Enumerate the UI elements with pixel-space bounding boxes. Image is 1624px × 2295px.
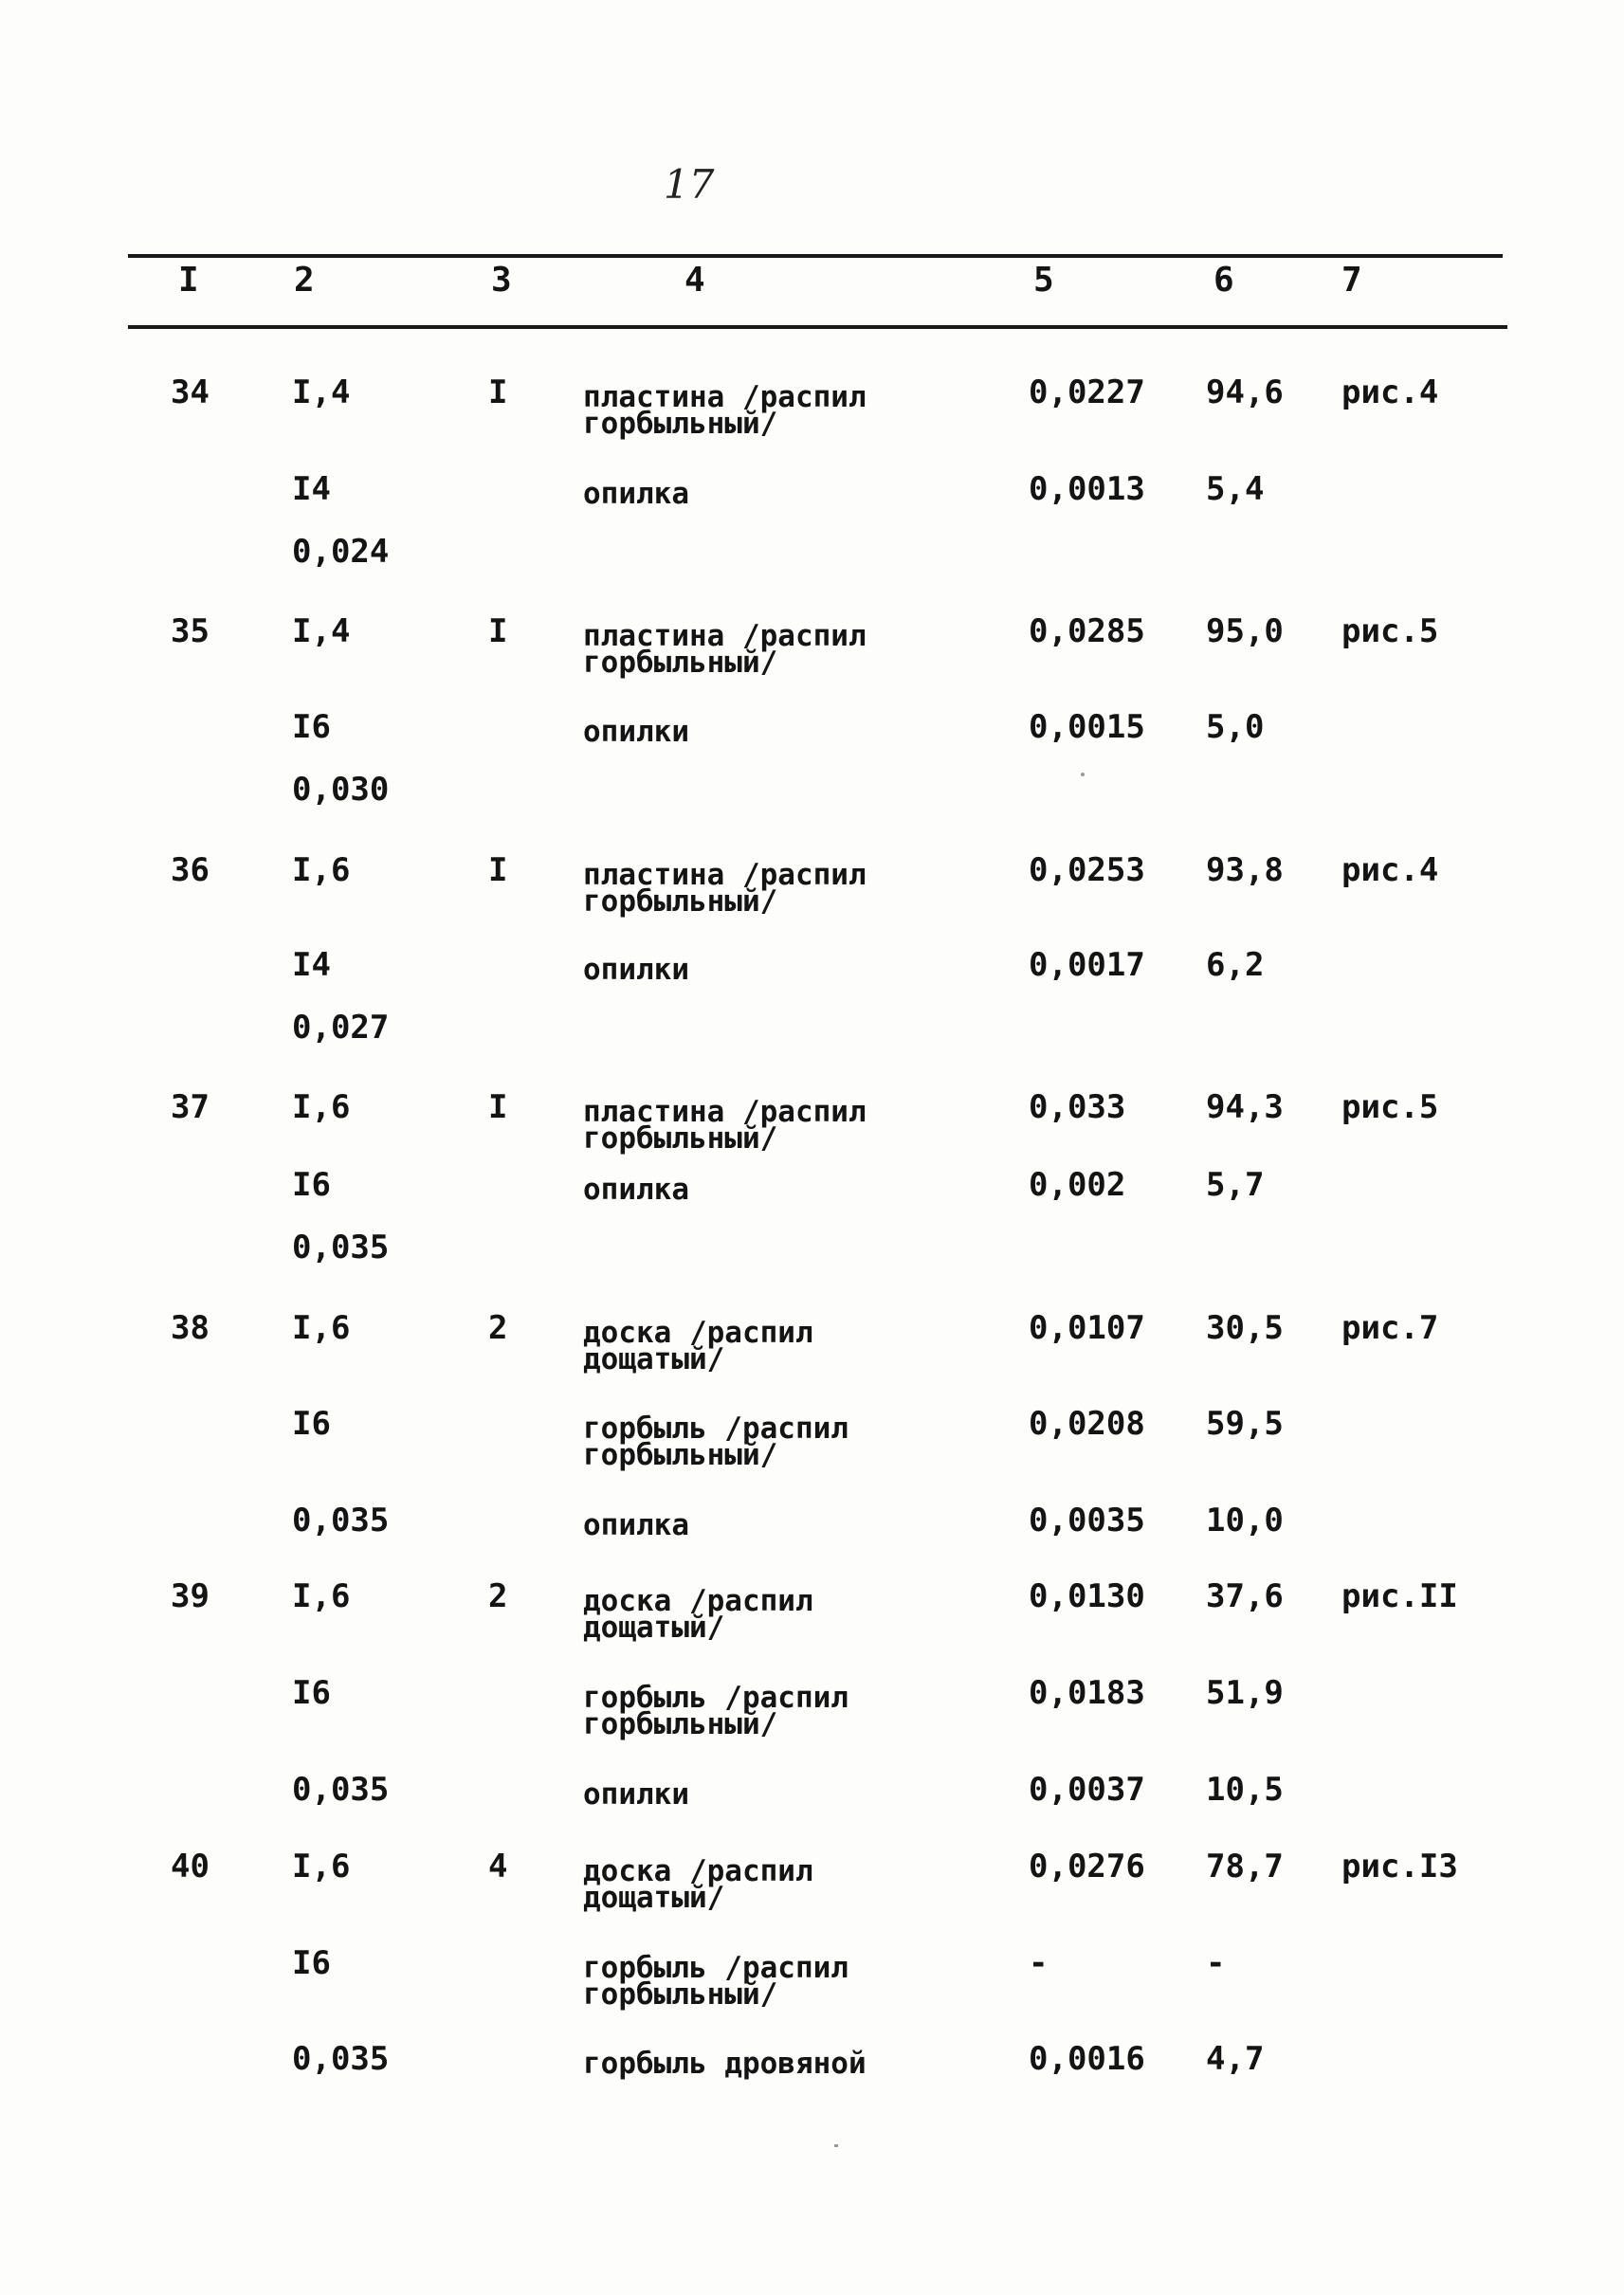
- product-description-cont: горбыльный/: [583, 646, 778, 680]
- percent-value: 78,7: [1206, 1848, 1284, 1885]
- volume-value: 0,0017: [1029, 946, 1145, 984]
- product-description: опилка: [583, 1508, 689, 1542]
- figure-ref: рис.5: [1341, 1088, 1439, 1126]
- dimension-value: I,6: [292, 1577, 351, 1615]
- product-description-cont: дощатый/: [583, 1342, 725, 1376]
- column-header-3: 3: [491, 261, 512, 300]
- header-rule-top: [128, 254, 1503, 258]
- volume-value: 0,0285: [1029, 612, 1145, 650]
- count-value: I: [488, 373, 508, 411]
- volume-value: 0,0037: [1029, 1771, 1145, 1809]
- scan-speck: [834, 2144, 838, 2147]
- scan-speck: [1081, 773, 1085, 776]
- percent-value: -: [1206, 1944, 1226, 1982]
- row-number: 36: [171, 851, 210, 889]
- column-header-6: 6: [1213, 261, 1234, 300]
- volume-value: 0,033: [1029, 1088, 1126, 1126]
- product-description-cont: дощатый/: [583, 1611, 725, 1645]
- product-description: пластина /распил: [583, 858, 867, 892]
- row-number: 38: [171, 1309, 210, 1347]
- count-value: 2: [488, 1309, 508, 1347]
- figure-ref: рис.4: [1341, 851, 1439, 889]
- product-description-cont: горбыльный/: [583, 1707, 778, 1741]
- dimension-value: 0,035: [292, 1771, 390, 1809]
- column-header-2: 2: [294, 261, 315, 300]
- product-description: горбыль /распил: [583, 1681, 848, 1715]
- product-description: пластина /распил: [583, 380, 867, 414]
- volume-value: 0,0035: [1029, 1502, 1145, 1539]
- product-description: горбыль /распил: [583, 1412, 848, 1446]
- figure-ref: рис.4: [1341, 373, 1439, 411]
- count-value: I: [488, 612, 508, 650]
- dimension-value: 0,027: [292, 1009, 390, 1047]
- percent-value: 95,0: [1206, 612, 1284, 650]
- percent-value: 30,5: [1206, 1309, 1284, 1347]
- figure-ref: рис.5: [1341, 612, 1439, 650]
- percent-value: 94,6: [1206, 373, 1284, 411]
- dimension-value: I,6: [292, 1088, 351, 1126]
- count-value: I: [488, 1088, 508, 1126]
- volume-value: 0,0013: [1029, 470, 1145, 508]
- dimension-value: I4: [292, 946, 331, 984]
- product-description: доска /распил: [583, 1854, 813, 1888]
- percent-value: 37,6: [1206, 1577, 1284, 1615]
- percent-value: 51,9: [1206, 1674, 1284, 1712]
- dimension-value: 0,024: [292, 533, 390, 571]
- count-value: 2: [488, 1577, 508, 1615]
- dimension-value: I6: [292, 1166, 331, 1204]
- figure-ref: рис.II: [1341, 1577, 1458, 1615]
- column-header-5: 5: [1033, 261, 1054, 300]
- dimension-value: I6: [292, 1405, 331, 1443]
- dimension-value: 0,035: [292, 2040, 390, 2078]
- dimension-value: I,6: [292, 1848, 351, 1885]
- count-value: I: [488, 851, 508, 889]
- dimension-value: I6: [292, 708, 331, 746]
- dimension-value: 0,035: [292, 1229, 390, 1266]
- volume-value: 0,0016: [1029, 2040, 1145, 2078]
- product-description: опилки: [583, 953, 689, 987]
- volume-value: 0,0130: [1029, 1577, 1145, 1615]
- percent-value: 5,0: [1206, 708, 1265, 746]
- product-description: пластина /распил: [583, 619, 867, 653]
- product-description: горбыль дровяной: [583, 2047, 867, 2081]
- dimension-value: I4: [292, 470, 331, 508]
- dimension-value: I,4: [292, 612, 351, 650]
- row-number: 39: [171, 1577, 210, 1615]
- volume-value: 0,0015: [1029, 708, 1145, 746]
- volume-value: -: [1029, 1944, 1049, 1982]
- percent-value: 93,8: [1206, 851, 1284, 889]
- product-description: горбыль /распил: [583, 1951, 848, 1985]
- percent-value: 94,3: [1206, 1088, 1284, 1126]
- volume-value: 0,0208: [1029, 1405, 1145, 1443]
- product-description-cont: горбыльный/: [583, 1977, 778, 2012]
- row-number: 34: [171, 373, 210, 411]
- row-number: 37: [171, 1088, 210, 1126]
- count-value: 4: [488, 1848, 508, 1885]
- page-number: 17: [664, 161, 715, 208]
- row-number: 40: [171, 1848, 210, 1885]
- percent-value: 10,5: [1206, 1771, 1284, 1809]
- column-header-4: 4: [684, 261, 705, 300]
- product-description: опилка: [583, 1173, 689, 1207]
- figure-ref: рис.I3: [1341, 1848, 1458, 1885]
- volume-value: 0,0227: [1029, 373, 1145, 411]
- dimension-value: I,6: [292, 851, 351, 889]
- dimension-value: I,4: [292, 373, 351, 411]
- product-description-cont: горбыльный/: [583, 884, 778, 919]
- percent-value: 10,0: [1206, 1502, 1284, 1539]
- column-header-7: 7: [1341, 261, 1362, 300]
- product-description: опилки: [583, 715, 689, 749]
- percent-value: 5,7: [1206, 1166, 1265, 1204]
- header-rule-bottom: [128, 325, 1507, 329]
- percent-value: 4,7: [1206, 2040, 1265, 2078]
- volume-value: 0,0276: [1029, 1848, 1145, 1885]
- product-description: доска /распил: [583, 1316, 813, 1350]
- volume-value: 0,002: [1029, 1166, 1126, 1204]
- column-header-1: I: [178, 261, 199, 300]
- product-description: опилки: [583, 1777, 689, 1812]
- dimension-value: 0,035: [292, 1502, 390, 1539]
- volume-value: 0,0253: [1029, 851, 1145, 889]
- row-number: 35: [171, 612, 210, 650]
- product-description-cont: дощатый/: [583, 1881, 725, 1915]
- volume-value: 0,0183: [1029, 1674, 1145, 1712]
- product-description: пластина /распил: [583, 1095, 867, 1129]
- percent-value: 5,4: [1206, 470, 1265, 508]
- dimension-value: I,6: [292, 1309, 351, 1347]
- product-description-cont: горбыльный/: [583, 1438, 778, 1472]
- dimension-value: I6: [292, 1944, 331, 1982]
- percent-value: 59,5: [1206, 1405, 1284, 1443]
- figure-ref: рис.7: [1341, 1309, 1439, 1347]
- product-description: опилка: [583, 477, 689, 511]
- dimension-value: I6: [292, 1674, 331, 1712]
- product-description-cont: горбыльный/: [583, 1121, 778, 1156]
- product-description: доска /распил: [583, 1584, 813, 1618]
- dimension-value: 0,030: [292, 771, 390, 809]
- volume-value: 0,0107: [1029, 1309, 1145, 1347]
- percent-value: 6,2: [1206, 946, 1265, 984]
- product-description-cont: горбыльный/: [583, 407, 778, 441]
